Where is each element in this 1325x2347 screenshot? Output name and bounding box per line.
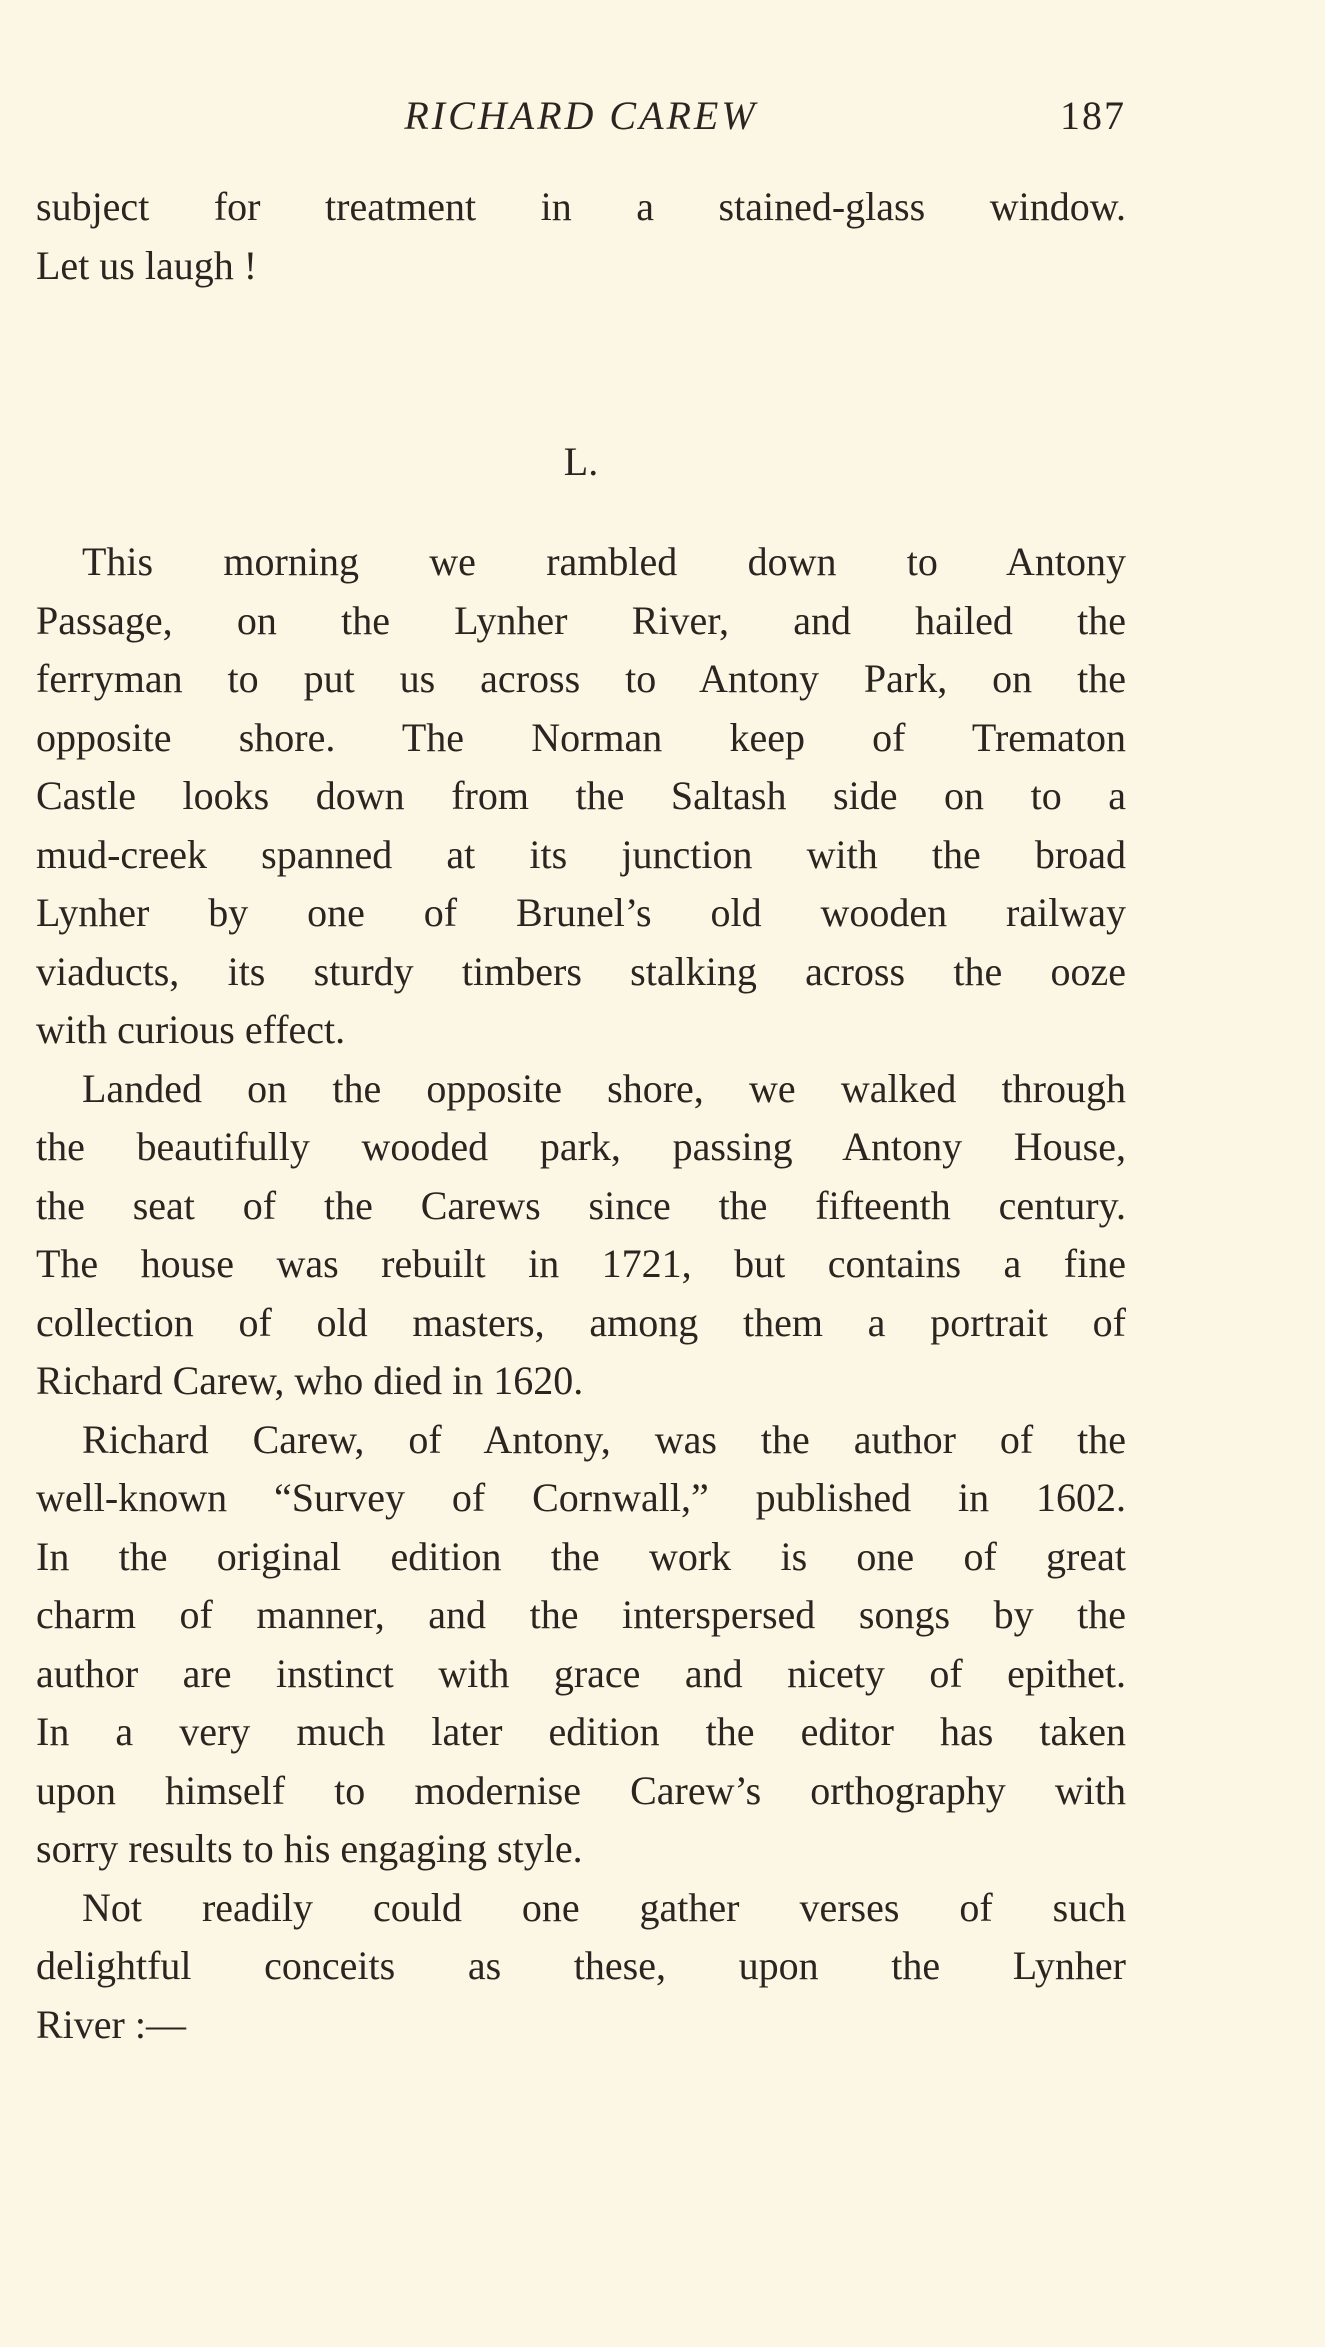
body-text bbox=[36, 533, 1126, 2054]
text-line: collection of old masters, among them a portrait of bbox=[36, 1299, 1126, 1345]
text-line: Richard Carew, of Antony, was the author of the bbox=[82, 1416, 1126, 1462]
text-line: charm of manner, and the interspersed songs by the bbox=[36, 1592, 1126, 1637]
text-line: subject for treatment in a stained-glass window. bbox=[36, 184, 1126, 229]
text-line: viaducts, its sturdy timbers stalking across the ooze bbox=[36, 948, 1126, 994]
text-line: Landed on the opposite shore, we walked through bbox=[82, 1065, 1126, 1111]
text-line: The house was rebuilt in 1721, but contains a fine bbox=[36, 1241, 1126, 1286]
text-line: In the original edition the work is one of great bbox=[36, 1533, 1126, 1579]
text-line: Richard Carew, who died in 1620. bbox=[36, 1358, 584, 1403]
text-line: Lynher by one of Brunel’s old wooden railway bbox=[36, 890, 1126, 935]
text-line: In a very much later edition the editor has taken bbox=[36, 1709, 1126, 1754]
text-line: the beautifully wooded park, passing Antony House, bbox=[36, 1124, 1126, 1169]
page-number: 187 bbox=[1060, 93, 1126, 138]
text-line: Not readily could one gather verses of such bbox=[82, 1884, 1126, 1930]
text-line: River :— bbox=[36, 2001, 186, 2047]
text-line: Castle looks down from the Saltash side on to a bbox=[36, 773, 1126, 818]
text-line: ferryman to put us across to Antony Park, on the bbox=[36, 656, 1126, 701]
running-title: RICHARD CAREW bbox=[404, 93, 758, 138]
text-line: Let us laugh ! bbox=[36, 242, 258, 288]
text-line: the seat of the Carews since the fifteenth century. bbox=[36, 1182, 1126, 1228]
running-head bbox=[36, 86, 1126, 146]
section-heading: L. bbox=[563, 439, 599, 484]
text-line: sorry results to his engaging style. bbox=[36, 1826, 583, 1871]
text-line: author are instinct with grace and nicety of epithet. bbox=[36, 1650, 1126, 1696]
text-line: well-known “Survey of Cornwall,” published in 1602. bbox=[36, 1475, 1126, 1520]
text-line: with curious effect. bbox=[36, 1007, 346, 1052]
text-line: Passage, on the Lynher River, and hailed the bbox=[36, 597, 1126, 643]
opening-paragraph bbox=[36, 178, 1126, 295]
text-line: delightful conceits as these, upon the Lynher bbox=[36, 1943, 1126, 1988]
text-line: upon himself to modernise Carew’s orthography with bbox=[36, 1767, 1126, 1813]
text-line: mud-creek spanned at its junction with the broad bbox=[36, 831, 1126, 877]
text-line: This morning we rambled down to Antony bbox=[82, 539, 1126, 584]
text-line: opposite shore. The Norman keep of Trematon bbox=[36, 714, 1126, 760]
